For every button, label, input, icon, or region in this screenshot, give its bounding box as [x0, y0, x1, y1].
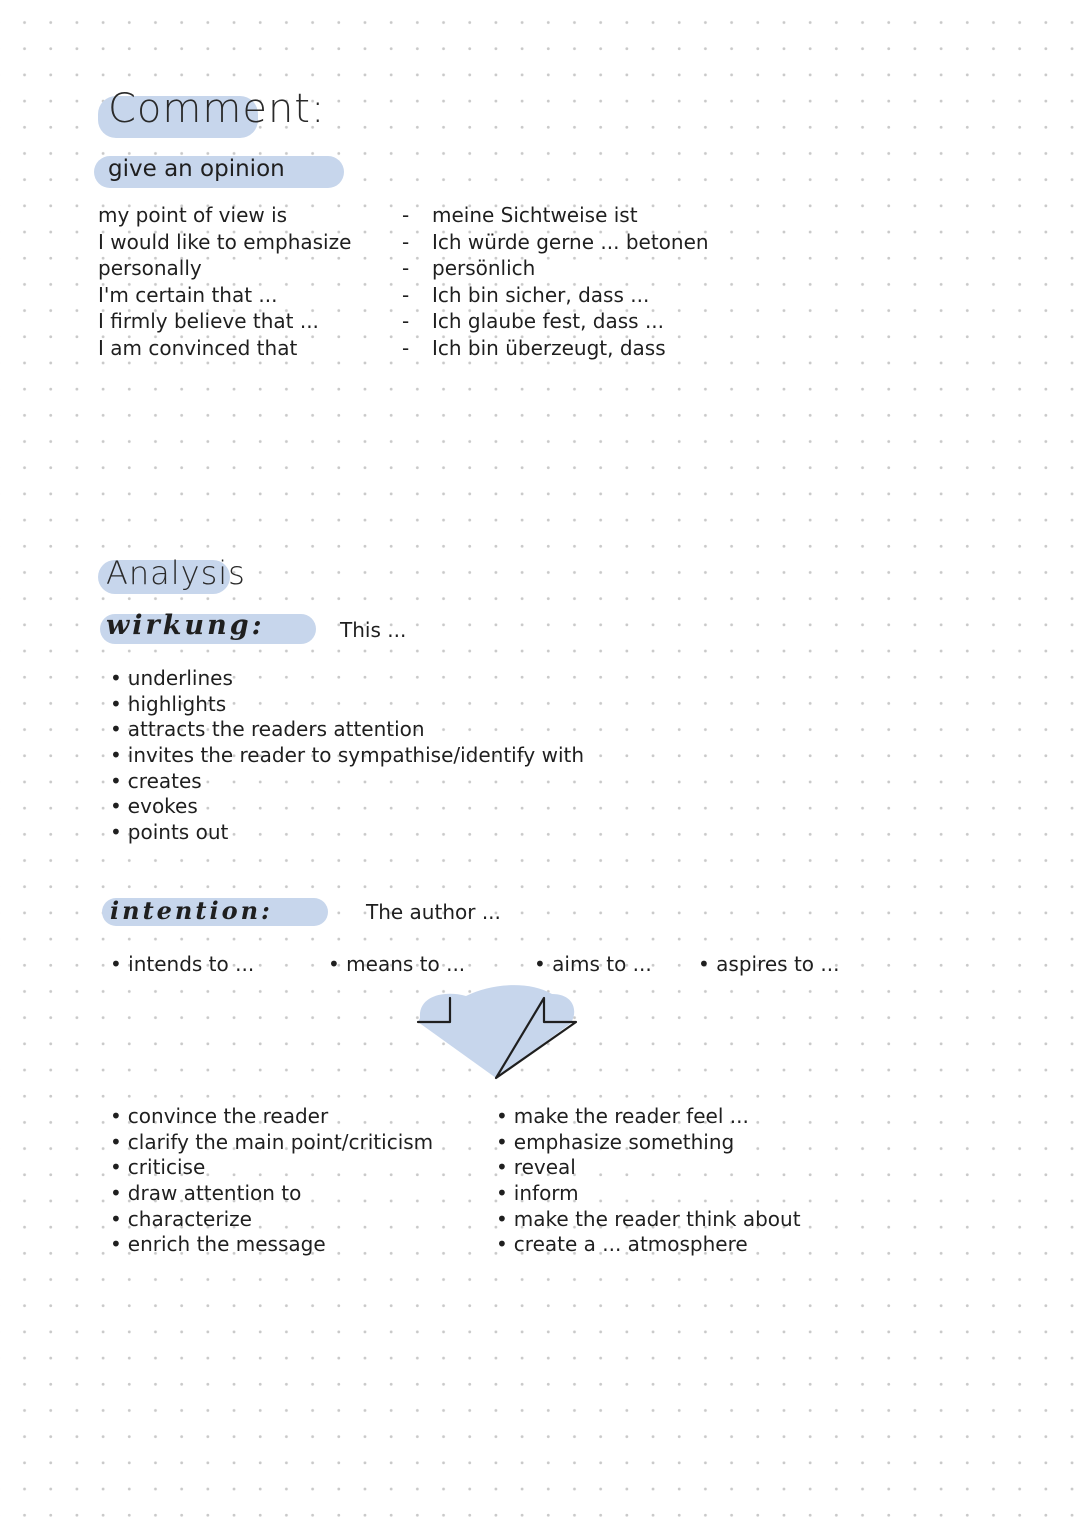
- list-item: • creates: [110, 769, 584, 795]
- dash-column: [402, 202, 409, 361]
- dash: -: [402, 256, 410, 280]
- list-item: • create a ... atmosphere: [496, 1232, 801, 1258]
- opinion-subheading: give an opinion: [108, 156, 285, 182]
- wirkung-lead: This ...: [340, 618, 407, 642]
- english-phrase: personally: [98, 256, 202, 280]
- list-item: • convince the reader: [110, 1104, 433, 1130]
- german-phrase: meine Sichtweise ist: [432, 203, 638, 227]
- dash: -: [402, 203, 410, 227]
- intention-lead: The author ...: [366, 900, 501, 924]
- english-phrase-list: [98, 202, 351, 361]
- intention-option: • aims to ...: [534, 952, 652, 976]
- dash: -: [402, 282, 410, 307]
- german-phrase: Ich bin sicher, dass ...: [432, 282, 650, 307]
- list-item: • reveal: [496, 1155, 801, 1181]
- german-phrase-list: [432, 202, 709, 361]
- german-phrase: Ich glaube fest, dass ...: [432, 309, 665, 333]
- list-item: • draw attention to: [110, 1181, 433, 1207]
- wirkung-bullet-list: [110, 666, 584, 846]
- list-item: • criticise: [110, 1155, 433, 1181]
- results-right-list: [496, 1104, 801, 1258]
- list-item: • underlines: [110, 666, 584, 692]
- list-item: • clarify the main point/criticism: [110, 1130, 433, 1156]
- english-phrase: I'm certain that ...: [98, 282, 278, 307]
- list-item: • make the reader feel ...: [496, 1104, 801, 1130]
- list-item: • highlights: [110, 692, 584, 718]
- german-phrase: Ich würde gerne ... betonen: [432, 229, 709, 254]
- german-phrase: persönlich: [432, 256, 536, 280]
- analysis-heading: Analysis: [106, 554, 246, 592]
- comment-heading: Comment:: [108, 86, 326, 132]
- wirkung-label: wirkung:: [106, 610, 265, 641]
- intention-option: • aspires to ...: [698, 952, 840, 976]
- list-item: • attracts the readers attention: [110, 717, 584, 743]
- list-item: • evokes: [110, 794, 584, 820]
- german-phrase: Ich bin überzeugt, dass: [432, 335, 666, 360]
- english-phrase: my point of view is: [98, 203, 288, 227]
- list-item: • points out: [110, 820, 584, 846]
- intention-label: intention:: [110, 896, 273, 925]
- list-item: • inform: [496, 1181, 801, 1207]
- english-phrase: I am convinced that: [98, 335, 298, 360]
- dash: -: [402, 229, 410, 254]
- english-phrase: I would like to emphasize: [98, 229, 352, 254]
- dash: -: [402, 335, 410, 360]
- list-item: • make the reader think about: [496, 1207, 801, 1233]
- list-item: • invites the reader to sympathise/identify with: [110, 743, 584, 769]
- down-arrow-icon: [410, 982, 582, 1082]
- list-item: • enrich the message: [110, 1232, 433, 1258]
- intention-option: • means to ...: [328, 952, 466, 976]
- results-left-list: [110, 1104, 433, 1258]
- intention-option: • intends to ...: [110, 952, 255, 976]
- list-item: • characterize: [110, 1207, 433, 1233]
- english-phrase: I firmly believe that ...: [98, 309, 319, 333]
- dash: -: [402, 309, 410, 333]
- list-item: • emphasize something: [496, 1130, 801, 1156]
